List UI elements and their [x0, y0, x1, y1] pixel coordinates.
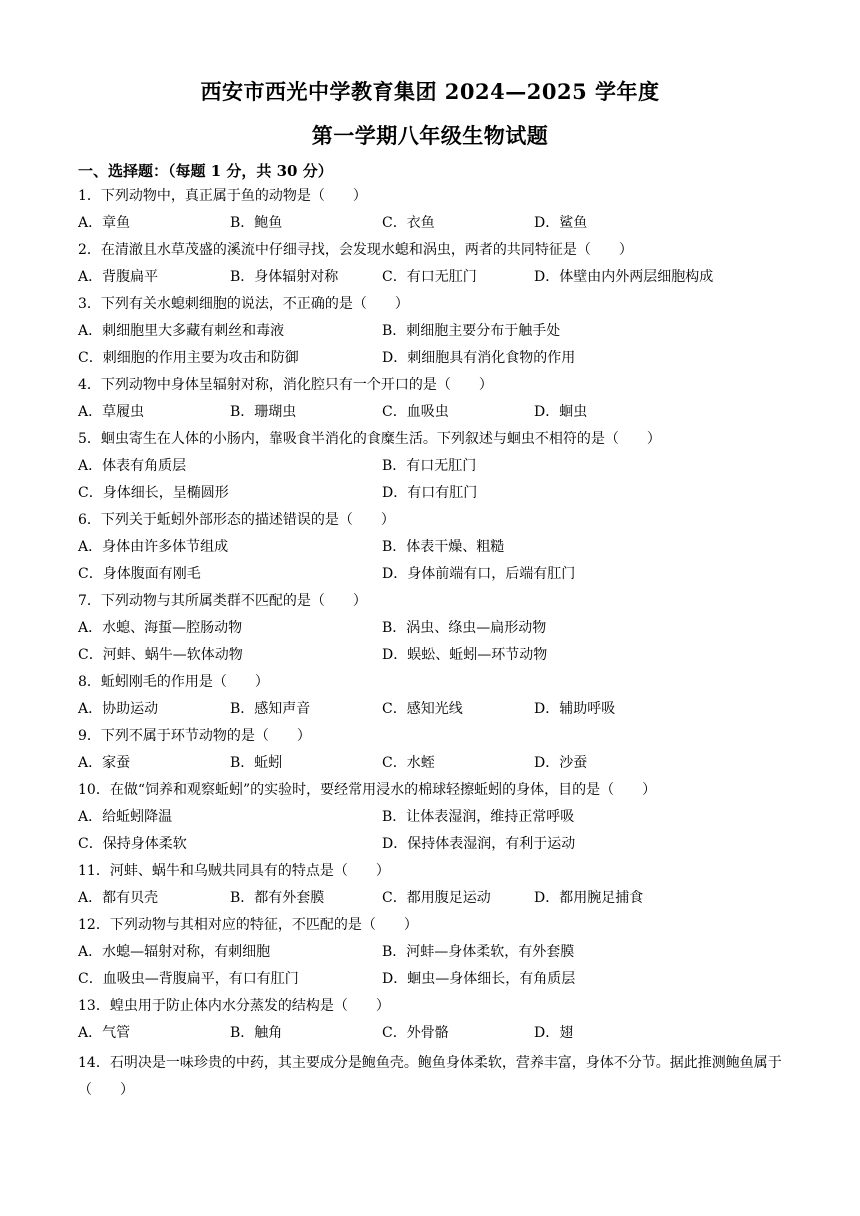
question-stem: 9．下列不属于环节动物的是（ ） — [78, 728, 311, 744]
answer-option: A．身体由许多体节组成 — [78, 539, 229, 555]
option-row — [78, 618, 788, 645]
answer-option: C．身体细长，呈椭圆形 — [78, 485, 229, 501]
option-row — [78, 213, 788, 240]
exam-title-line1: 西安市西光中学教育集团 2024—2025 学年度 — [200, 79, 660, 104]
option-row — [78, 321, 788, 348]
option-row — [78, 969, 788, 996]
answer-option: D．体壁由内外两层细胞构成 — [534, 269, 714, 285]
option-row — [78, 888, 788, 915]
answer-option: D．鲨鱼 — [534, 215, 588, 231]
question-list — [78, 186, 788, 1104]
answer-option: A．气管 — [78, 1025, 131, 1041]
option-row — [78, 456, 788, 483]
answer-option: C．河蚌、蜗牛—软体动物 — [78, 647, 243, 663]
answer-option: A．家蚕 — [78, 755, 131, 771]
answer-option: A．背腹扁平 — [78, 269, 159, 285]
answer-option: A．水螅—辐射对称，有刺细胞 — [78, 944, 271, 960]
option-row — [78, 753, 788, 780]
option-row — [78, 807, 788, 834]
question-stem: 6．下列关于蚯蚓外部形态的描述错误的是（ ） — [78, 512, 395, 528]
answer-option: B．有口无肛门 — [382, 458, 477, 474]
option-row — [78, 942, 788, 969]
answer-option: B．珊瑚虫 — [230, 404, 297, 420]
answer-option: D．蜈蚣、蚯蚓—环节动物 — [382, 647, 548, 663]
option-row — [78, 348, 788, 375]
option-row — [78, 645, 788, 672]
answer-option: C．衣鱼 — [382, 215, 435, 231]
option-row — [78, 564, 788, 591]
question-stem: 7．下列动物与其所属类群不匹配的是（ ） — [78, 593, 367, 609]
option-row — [78, 402, 788, 429]
question-stem: 5．蛔虫寄生在人体的小肠内，靠吸食半消化的食糜生活。下列叙述与蛔虫不相符的是（ ） — [78, 431, 661, 447]
answer-option: C．血吸虫—背腹扁平，有口有肛门 — [78, 971, 299, 987]
option-row — [78, 699, 788, 726]
answer-option: D．翅 — [534, 1025, 574, 1041]
answer-option: B．涡虫、绦虫—扁形动物 — [382, 620, 547, 636]
answer-option: D．蛔虫 — [534, 404, 588, 420]
answer-option: B．都有外套膜 — [230, 890, 325, 906]
answer-option: A．协助运动 — [78, 701, 159, 717]
option-row — [78, 537, 788, 564]
answer-option: C．保持身体柔软 — [78, 836, 187, 852]
question-stem: 12．下列动物与其相对应的特征，不匹配的是（ ） — [78, 917, 418, 933]
answer-option: A．刺细胞里大多藏有刺丝和毒液 — [78, 323, 285, 339]
answer-option: C．血吸虫 — [382, 404, 449, 420]
answer-option: D．身体前端有口，后端有肛门 — [382, 566, 576, 582]
answer-option: D．都用腕足捕食 — [534, 890, 644, 906]
answer-option: A．草履虫 — [78, 404, 145, 420]
question-stem: 13．蝗虫用于防止体内水分蒸发的结构是（ ） — [78, 998, 390, 1014]
answer-option: C．刺细胞的作用主要为攻击和防御 — [78, 350, 299, 366]
answer-option: B．鲍鱼 — [230, 215, 283, 231]
question-stem: 3．下列有关水螅刺细胞的说法，不正确的是（ ） — [78, 296, 409, 312]
answer-option: A．都有贝壳 — [78, 890, 159, 906]
option-row — [78, 483, 788, 510]
answer-option: C．身体腹面有刚毛 — [78, 566, 201, 582]
answer-option: A．给蚯蚓降温 — [78, 809, 173, 825]
answer-option: B．身体辐射对称 — [230, 269, 339, 285]
question-stem: 1．下列动物中，真正属于鱼的动物是（ ） — [78, 188, 367, 204]
option-row — [78, 834, 788, 861]
answer-option: A．水螅、海蜇—腔肠动物 — [78, 620, 243, 636]
answer-option: D．沙蚕 — [534, 755, 588, 771]
answer-option: C．感知光线 — [382, 701, 463, 717]
section-heading: 一、选择题：（每题 1 分，共 30 分） — [78, 162, 333, 180]
answer-option: A．体表有角质层 — [78, 458, 187, 474]
question-stem: 2．在清澈且水草茂盛的溪流中仔细寻找，会发现水螅和涡虫，两者的共同特征是（ ） — [78, 242, 633, 258]
answer-option: D．蛔虫—身体细长，有角质层 — [382, 971, 576, 987]
question-stem: 4．下列动物中身体呈辐射对称，消化腔只有一个开口的是（ ） — [78, 377, 493, 393]
answer-option: A．章鱼 — [78, 215, 131, 231]
answer-option: B．触角 — [230, 1025, 283, 1041]
answer-option: D．辅助呼吸 — [534, 701, 616, 717]
answer-option: D．保持体表湿润，有利于运动 — [382, 836, 576, 852]
question-stem: 10．在做“饲养和观察蚯蚓”的实验时，要经常用浸水的棉球轻擦蚯蚓的身体，目的是（ ） — [78, 782, 657, 798]
answer-option: D．有口有肛门 — [382, 485, 478, 501]
question-stem: 11．河蚌、蜗牛和乌贼共同具有的特点是（ ） — [78, 863, 390, 879]
question-stem: 8．蚯蚓刚毛的作用是（ ） — [78, 674, 269, 690]
answer-option: B．让体表湿润，维持正常呼吸 — [382, 809, 575, 825]
option-row — [78, 267, 788, 294]
answer-option: B．河蚌—身体柔软，有外套膜 — [382, 944, 575, 960]
answer-option: B．感知声音 — [230, 701, 311, 717]
answer-option: C．外骨骼 — [382, 1025, 449, 1041]
answer-option: B．体表干燥、粗糙 — [382, 539, 505, 555]
answer-option: B．蚯蚓 — [230, 755, 283, 771]
exam-title-line2: 第一学期八年级生物试题 — [311, 123, 549, 148]
answer-option: D．刺细胞具有消化食物的作用 — [382, 350, 576, 366]
question-stem: 14．石明决是一味珍贵的中药，其主要成分是鲍鱼壳。鲍鱼身体柔软，营养丰富，身体不分节。据此推测鲍鱼属于（ ） — [78, 1055, 782, 1098]
answer-option: C．水蛭 — [382, 755, 435, 771]
answer-option: C．有口无肛门 — [382, 269, 477, 285]
answer-option: C．都用腹足运动 — [382, 890, 491, 906]
option-row — [78, 1023, 788, 1050]
answer-option: B．刺细胞主要分布于触手处 — [382, 323, 561, 339]
